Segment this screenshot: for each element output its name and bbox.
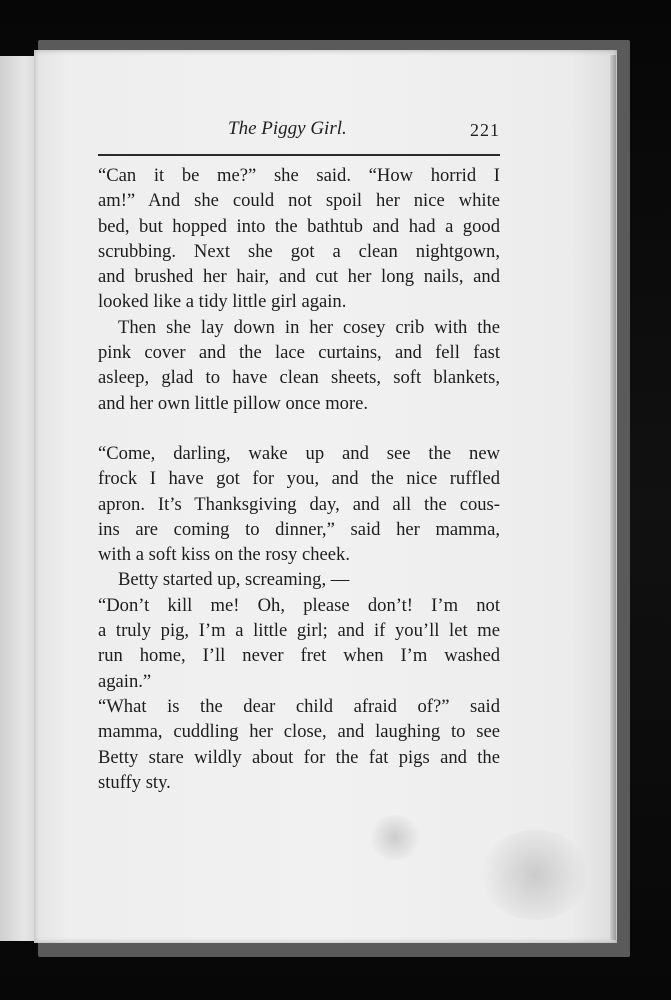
text-line: apron. It’s Thanksgiving day, and all the cous- xyxy=(98,493,500,515)
text-line: run home, I’ll never fret when I’m washed xyxy=(98,645,500,667)
text-line: looked like a tidy little girl again. xyxy=(98,291,347,313)
text-line: mamma, cuddling her close, and laughing to see xyxy=(98,721,500,743)
text-line: scrubbing. Next she got a clean nightgown, xyxy=(98,240,500,262)
text-line: “Don’t kill me! Oh, please don’t! I’m not xyxy=(98,594,500,616)
text-line: a truly pig, I’m a little girl; and if you’ll let me xyxy=(98,620,500,642)
text-line: “Come, darling, wake up and see the new xyxy=(98,442,500,464)
text-line: “What is the dear child afraid of?” said xyxy=(98,695,500,717)
text-line: am!” And she could not spoil her nice white xyxy=(98,190,500,212)
running-header xyxy=(98,118,500,150)
text-line: and brushed her hair, and cut her long nails, and xyxy=(98,266,500,288)
text-line: bed, but hopped into the bathtub and had a good xyxy=(98,215,500,237)
page-fore-edge xyxy=(610,55,616,940)
running-title: The Piggy Girl. xyxy=(228,118,347,139)
text-line: with a soft kiss on the rosy cheek. xyxy=(98,544,351,566)
page-number: 221 xyxy=(470,120,500,140)
text-line: Then she lay down in her cosey crib with the xyxy=(118,316,500,338)
body-text xyxy=(98,163,500,795)
text-line: frock I have got for you, and the nice ruffled xyxy=(98,468,500,490)
header-rule xyxy=(98,154,500,156)
text-line: Betty started up, screaming, — xyxy=(118,569,350,591)
text-line: asleep, glad to have clean sheets, soft blankets, xyxy=(98,367,500,389)
page-stain xyxy=(370,815,420,860)
text-line: ins are coming to dinner,” said her mamma, xyxy=(98,518,500,540)
page-stain xyxy=(480,830,590,920)
section-break xyxy=(98,416,500,441)
text-line: “Can it be me?” she said. “How horrid I xyxy=(98,165,500,186)
text-line: Betty stare wildly about for the fat pigs and the xyxy=(98,746,500,768)
text-line: pink cover and the lace curtains, and fell fast xyxy=(98,342,500,364)
text-line: again.” xyxy=(98,670,152,692)
text-line: stuffy sty. xyxy=(98,771,171,793)
text-line: and her own little pillow once more. xyxy=(98,392,369,414)
